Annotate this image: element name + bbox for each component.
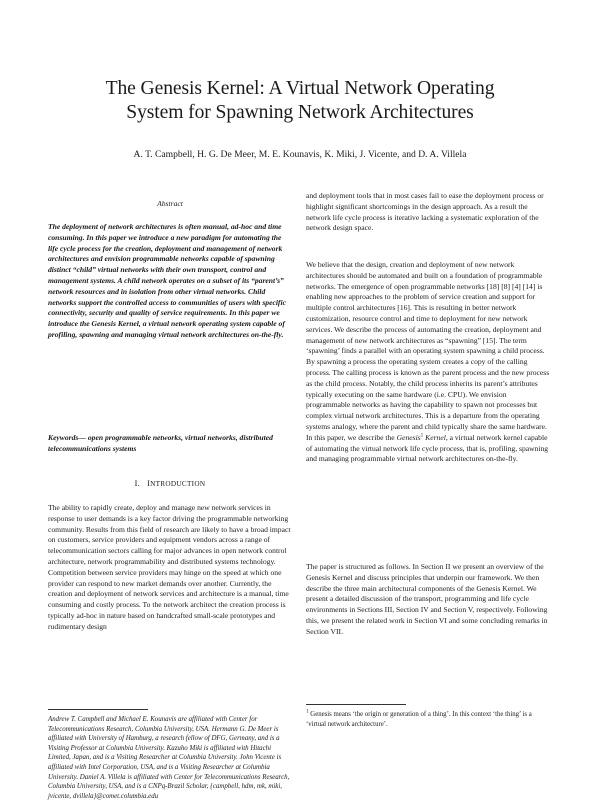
section-title-initial: I [147, 479, 151, 488]
footnote [306, 710, 552, 729]
affiliation-rule [48, 709, 148, 710]
introduction-paragraph: The ability to rapidly create, deploy and manage new network services in response to user demands is a key factor driving the programmable networking community. Results from this field of research are likely to have a broad impact on customers, service providers and equipment vendors across a range of telecommunication sectors calling for major advances in open network control architecture, network programmability and distributed systems technology. Competition between service providers may hinge on the speed at which one provider can respond to new market demands over another. Currently, the creation and deployment of network services and architecture is a manual, time consuming and costly process. To the network architect the creation process is typically ad-hoc in nature based on handcrafted small-scale prototypes and rudimentary design [48, 503, 291, 631]
footnote-rule [306, 704, 406, 705]
right-paragraph-2-text-b: , a virtual network kernel capable of automating the virtual network life cycle process, that is, profiling, spawning and managing programmable virtual network architectures on-the-fly. [306, 432, 549, 464]
kernel-term: Kernel [425, 432, 446, 442]
footnote-marker[interactable]: 1 [420, 432, 424, 439]
footnote-text: Genesis means ‘the origin or generation of a thing’. In this context ‘the thing’ is a ‘virtual network architecture’. [306, 711, 532, 728]
right-paragraph-3: The paper is structured as follows. In Section II we present an overview of the Genesis Kernel and discuss principles that underpin our framework. We then describe the three main architectural components of the Genesis Kernel. We present a detailed discussion of the transport, programming and life cycle environments in Sections III, Section IV and Section V, respectively. Following this, we present the related work in Section VI and some concluding remarks in Section VII. [306, 562, 548, 636]
paper-title-line-2: System for Spawning Network Architectures [126, 102, 474, 123]
right-paragraph-2 [306, 260, 552, 465]
keywords: Keywords— open programmable networks, virtual networks, distributed telecommunications systems [48, 433, 273, 453]
paper-title-line-1: The Genesis Kernel: A Virtual Network Operating [105, 78, 495, 99]
author-affiliations: Andrew T. Campbell and Michael E. Kounavis are affiliated with Center for Telecommunications Research, Columbia University, USA. Hermann G. De Meer is affiliated with University of Hamburg, a research fellow of DFG, Germany, and is a Visiting Professor at Columbia University. Kazuho Miki is affiliated with Hitachi Limited, Japan, and is a Visiting Researcher at Columbia University. John Vicente is affiliated with Intel Corporation, USA, and is a Visiting Researcher at Columbia University. Daniel A. Villela is affiliated with Center for Telecommunications Research, Columbia University, USA, and is a CNPq-Brazil Scholar, {campbell, hdm, mk, miki, jvicente, dvillela}@comet.columbia.edu [48, 716, 290, 800]
section-title-rest: NTRODUCTION [150, 480, 206, 488]
right-paragraph-1: and deployment tools that in most cases fail to ease the deployment process or highlight significant shortcomings in the design approach. As a result the network life cycle process is iterative lacking a systematic exploration of the network design space. [306, 191, 544, 233]
footnote-number: 1 [306, 708, 309, 715]
genesis-term: Genesis [396, 432, 421, 442]
abstract-heading: Abstract [157, 199, 183, 208]
abstract-body: The deployment of network architectures is often manual, ad-hoc and time consuming. In this paper we introduce a new paradigm for automating the life cycle process for the creation, deployment and management of network architectures and envision programmable networks capable of spawning distinct “child” virtual networks with their own transport, control and management systems. A child network operates on a subset of its “parent’s” network resources and in isolation from other virtual networks. Child networks support the controlled access to communities of users with specific connectivity, security and quality of service requirements. In this paper we introduce the Genesis Kernel, a virtual network operating system capable of profiling, spawning and managing virtual network architectures on-the-fly. [48, 222, 286, 339]
right-paragraph-2-text-a: We believe that the design, creation and deployment of new network architectures should be automated and built on a foundation of programmable networks. The emergence of open programmable networks [18] [8] [4] [14] is enabling new approaches to the problem of service creation and support for multiple control architectures [16]. This is resulting in better network customization, resource control and time to deployment for new network services. We describe the process of automating the creation, deployment and management of new network architectures as “spawning” [15]. The term ‘spawning’ finds a parallel with an operating system spawning a child process. By spawning a process the operating system creates a copy of the calling process. The calling process is known as the parent process and the new process as the child process. Notably, the child process inherits its parent’s attributes typically executing on the same hardware (i.e. CPU). We envision programmable networks as having the capability to spawn not processes but complex virtual network architectures. This is a departure from the operating systems analogy, where the parent and child typically share the same hardware. In this paper, we describe the [306, 260, 550, 442]
author-list: A. T. Campbell, H. G. De Meer, M. E. Kounavis, K. Miki, J. Vicente, and D. A. Villela [133, 149, 467, 160]
section-heading-introduction [48, 479, 292, 488]
section-number: I. [134, 479, 141, 488]
